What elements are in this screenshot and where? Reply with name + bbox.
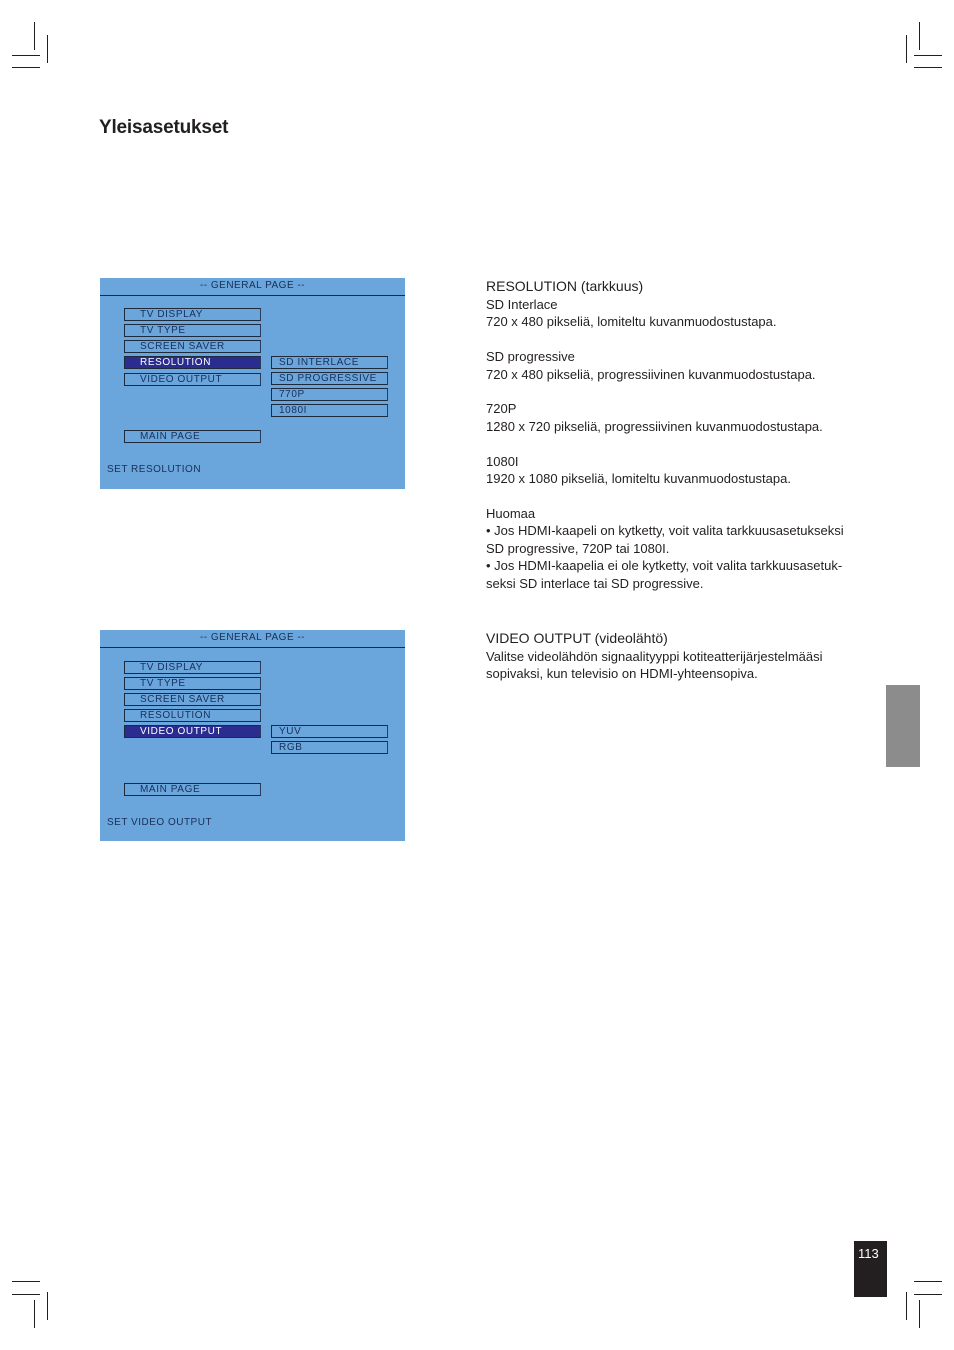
crop-mark	[914, 67, 942, 68]
osd-status: SET VIDEO OUTPUT	[107, 817, 213, 828]
osd-header: -- GENERAL PAGE --	[100, 630, 405, 648]
text-line: 1080I	[486, 453, 519, 469]
text-line	[486, 383, 866, 400]
menu-item-tv-display[interactable]: TV DISPLAY	[124, 661, 261, 674]
text-line: 720 x 480 pikseliä, lomiteltu kuvanmuodostustapa.	[486, 314, 777, 330]
crop-mark	[914, 55, 942, 56]
text-line: 1280 x 720 pikseliä, progressiivinen kuvanmuodostustapa.	[486, 418, 823, 434]
text-line: SD Interlace	[486, 297, 558, 312]
text-line: Huomaa	[486, 505, 536, 521]
text-line	[486, 331, 866, 348]
menu-item-tv-display[interactable]: TV DISPLAY	[124, 308, 261, 321]
menu-item-resolution[interactable]: RESOLUTION	[124, 709, 261, 722]
osd-screen-video-output	[100, 630, 405, 841]
crop-mark	[34, 1300, 35, 1328]
crop-mark	[47, 1292, 48, 1320]
text-line	[486, 487, 866, 504]
page-title: Yleisasetukset	[99, 117, 229, 138]
submenu-item-sd-interlace[interactable]: SD INTERLACE	[271, 356, 388, 369]
resolution-description	[486, 296, 866, 592]
section-tab-marker	[886, 685, 920, 767]
text-line: 720P	[486, 401, 517, 417]
submenu-item-sd-progressive[interactable]: SD PROGRESSIVE	[271, 372, 388, 385]
menu-item-main-page[interactable]: MAIN PAGE	[124, 430, 261, 443]
video-output-title: VIDEO OUTPUT (videolähtö)	[486, 630, 668, 646]
menu-item-video-output[interactable]: VIDEO OUTPUT	[124, 725, 261, 738]
menu-item-screen-saver[interactable]: SCREEN SAVER	[124, 693, 261, 706]
text-line: sopivaksi, kun televisio on HDMI-yhteensopiva.	[486, 666, 758, 682]
submenu-item-1080i[interactable]: 1080I	[271, 404, 388, 417]
menu-item-main-page[interactable]: MAIN PAGE	[124, 783, 261, 796]
resolution-title: RESOLUTION (tarkkuus)	[486, 278, 644, 294]
osd-header: -- GENERAL PAGE --	[100, 278, 405, 296]
text-line: seksi SD interlace tai SD progressive.	[486, 575, 704, 591]
osd-screen-resolution	[100, 278, 405, 489]
menu-item-tv-type[interactable]: TV TYPE	[124, 677, 261, 690]
text-line: • Jos HDMI-kaapelia ei ole kytketty, voit valita tarkkuusasetuk-	[486, 558, 843, 574]
crop-mark	[12, 55, 40, 56]
crop-mark	[34, 22, 35, 50]
text-line: • Jos HDMI-kaapeli on kytketty, voit valita tarkkuusasetukseksi	[486, 523, 844, 539]
text-line: 1920 x 1080 pikseliä, lomiteltu kuvanmuodostustapa.	[486, 471, 791, 487]
crop-mark	[919, 1300, 920, 1328]
crop-mark	[47, 35, 48, 63]
menu-item-resolution[interactable]: RESOLUTION	[124, 356, 261, 369]
crop-mark	[906, 35, 907, 63]
submenu-item-770p[interactable]: 770P	[271, 388, 388, 401]
osd-status: SET RESOLUTION	[107, 464, 202, 475]
text-line: SD progressive, 720P tai 1080I.	[486, 540, 670, 556]
text-line: 720 x 480 pikseliä, progressiivinen kuvanmuodostustapa.	[486, 366, 816, 382]
text-line: Valitse videolähdön signaalityyppi kotiteatterijärjestelmääsi	[486, 649, 823, 664]
crop-mark	[12, 67, 40, 68]
menu-item-tv-type[interactable]: TV TYPE	[124, 324, 261, 337]
text-line	[486, 435, 866, 452]
crop-mark	[12, 1281, 40, 1282]
crop-mark	[914, 1294, 942, 1295]
crop-mark	[12, 1294, 40, 1295]
video-output-description	[486, 648, 866, 683]
text-line: SD progressive	[486, 349, 575, 365]
menu-item-video-output[interactable]: VIDEO OUTPUT	[124, 373, 261, 386]
menu-item-screen-saver[interactable]: SCREEN SAVER	[124, 340, 261, 353]
submenu-item-yuv[interactable]: YUV	[271, 725, 388, 738]
submenu-item-rgb[interactable]: RGB	[271, 741, 388, 754]
page-number: 113	[854, 1241, 887, 1297]
crop-mark	[906, 1292, 907, 1320]
crop-mark	[919, 22, 920, 50]
crop-mark	[914, 1281, 942, 1282]
